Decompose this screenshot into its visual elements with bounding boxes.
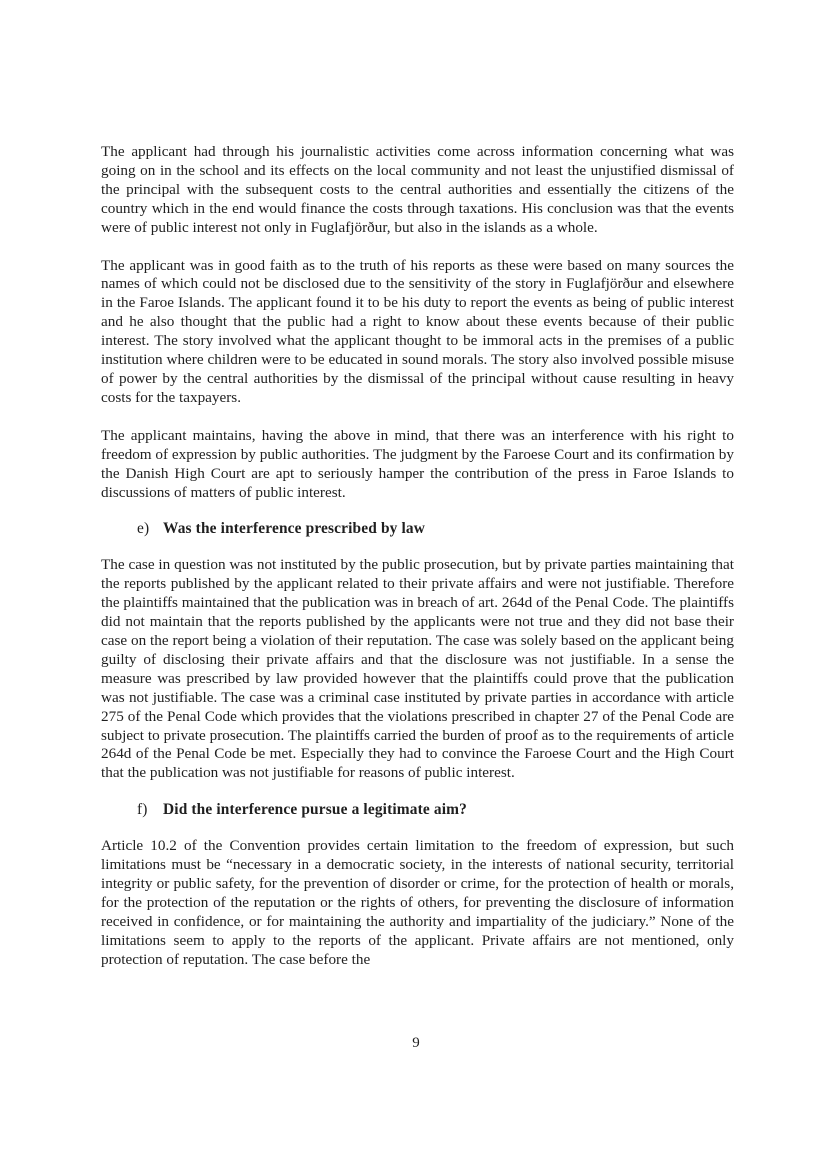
page-number: 9 <box>412 1035 420 1051</box>
section-marker-f: f) <box>137 801 148 819</box>
section-marker-e: e) <box>137 520 150 538</box>
document-page <box>101 143 734 970</box>
paragraph-legitimate-aim: Article 10.2 of the Convention provides certain limitation to the freedom of expression, but such limitations must be “necessary in a democratic society, in the interests of national security, territorial integrity or public safety, for the prevention of disorder or crime, for the protection of health or morals, for the protection of the reputation or the rights of others, for preventing the disclosure of information received in confidence, or for maintaining the authority and impartiality of the judiciary.” None of the limitations seem to apply to the reports of the applicant. Private affairs are not mentioned, only protection of reputation. The case before the <box>101 837 734 968</box>
paragraph-good-faith: The applicant was in good faith as to the truth of his reports as these were based on many sources the names of which could not be disclosed due to the sensitivity of the story in Fuglafjörður and elsewhere in the Faroe Islands. The applicant found it to be his duty to report the events as being of public interest and he also thought that the public had a right to know about these events because of their public interest. The story involved what the applicant thought to be immoral acts in the premises of a public institution where children were to be educated in sound morals. The story also involved possible misuse of power by the central authorities by the dismissal of the principal without cause resulting in heavy costs for the taxpayers. <box>101 256 734 406</box>
paragraph-journalistic-activities: The applicant had through his journalistic activities come across information concerning what was going on in the school and its effects on the local community and not least the unjustified dismissal of the principal with the subsequent costs to the central authorities and essentially the citizens of the country which in the end would finance the costs through taxations. His conclusion was that the events were of public interest not only in Fuglafjörður, but also in the islands as a whole. <box>101 143 734 236</box>
section-title-e: Was the interference prescribed by law <box>163 520 426 538</box>
paragraph-prescribed-by-law: The case in question was not instituted by the public prosecution, but by private parties maintaining that the reports published by the applicant related to their private affairs and were not justifiable. Therefore the plaintiffs maintained that the publication was in breach of art. 264d of the Penal Code. The plaintiffs did not maintain that the reports published by the applicants were not true and they did not base their case on the report being a violation of their reputation. The case was solely based on the applicant being guilty of disclosing their private affairs and that the disclosure was not justifiable. In a sense the measure was prescribed by law provided however that the plaintiffs could prove that the publication was not justifiable. The case was a criminal case instituted by private parties in accordance with article 275 of the Penal Code which provides that the violations prescribed in chapter 27 of the Penal Code are subject to private prosecution. The plaintiffs carried the burden of proof as to the requirements of article 264d of the Penal Code be met. Especially they had to convince the Faroese Court and the High Court that the publication was not justifiable for reasons of public interest. <box>101 556 734 782</box>
paragraph-interference: The applicant maintains, having the above in mind, that there was an interference with his right to freedom of expression by public authorities. The judgment by the Faroese Court and its confirmation by the Danish High Court are apt to seriously hamper the contribution of the press in Faroe Islands to discussions of matters of public interest. <box>101 426 734 501</box>
section-heading-e <box>137 519 734 538</box>
section-heading-f <box>137 800 734 819</box>
section-title-f: Did the interference pursue a legitimate aim? <box>163 801 467 819</box>
